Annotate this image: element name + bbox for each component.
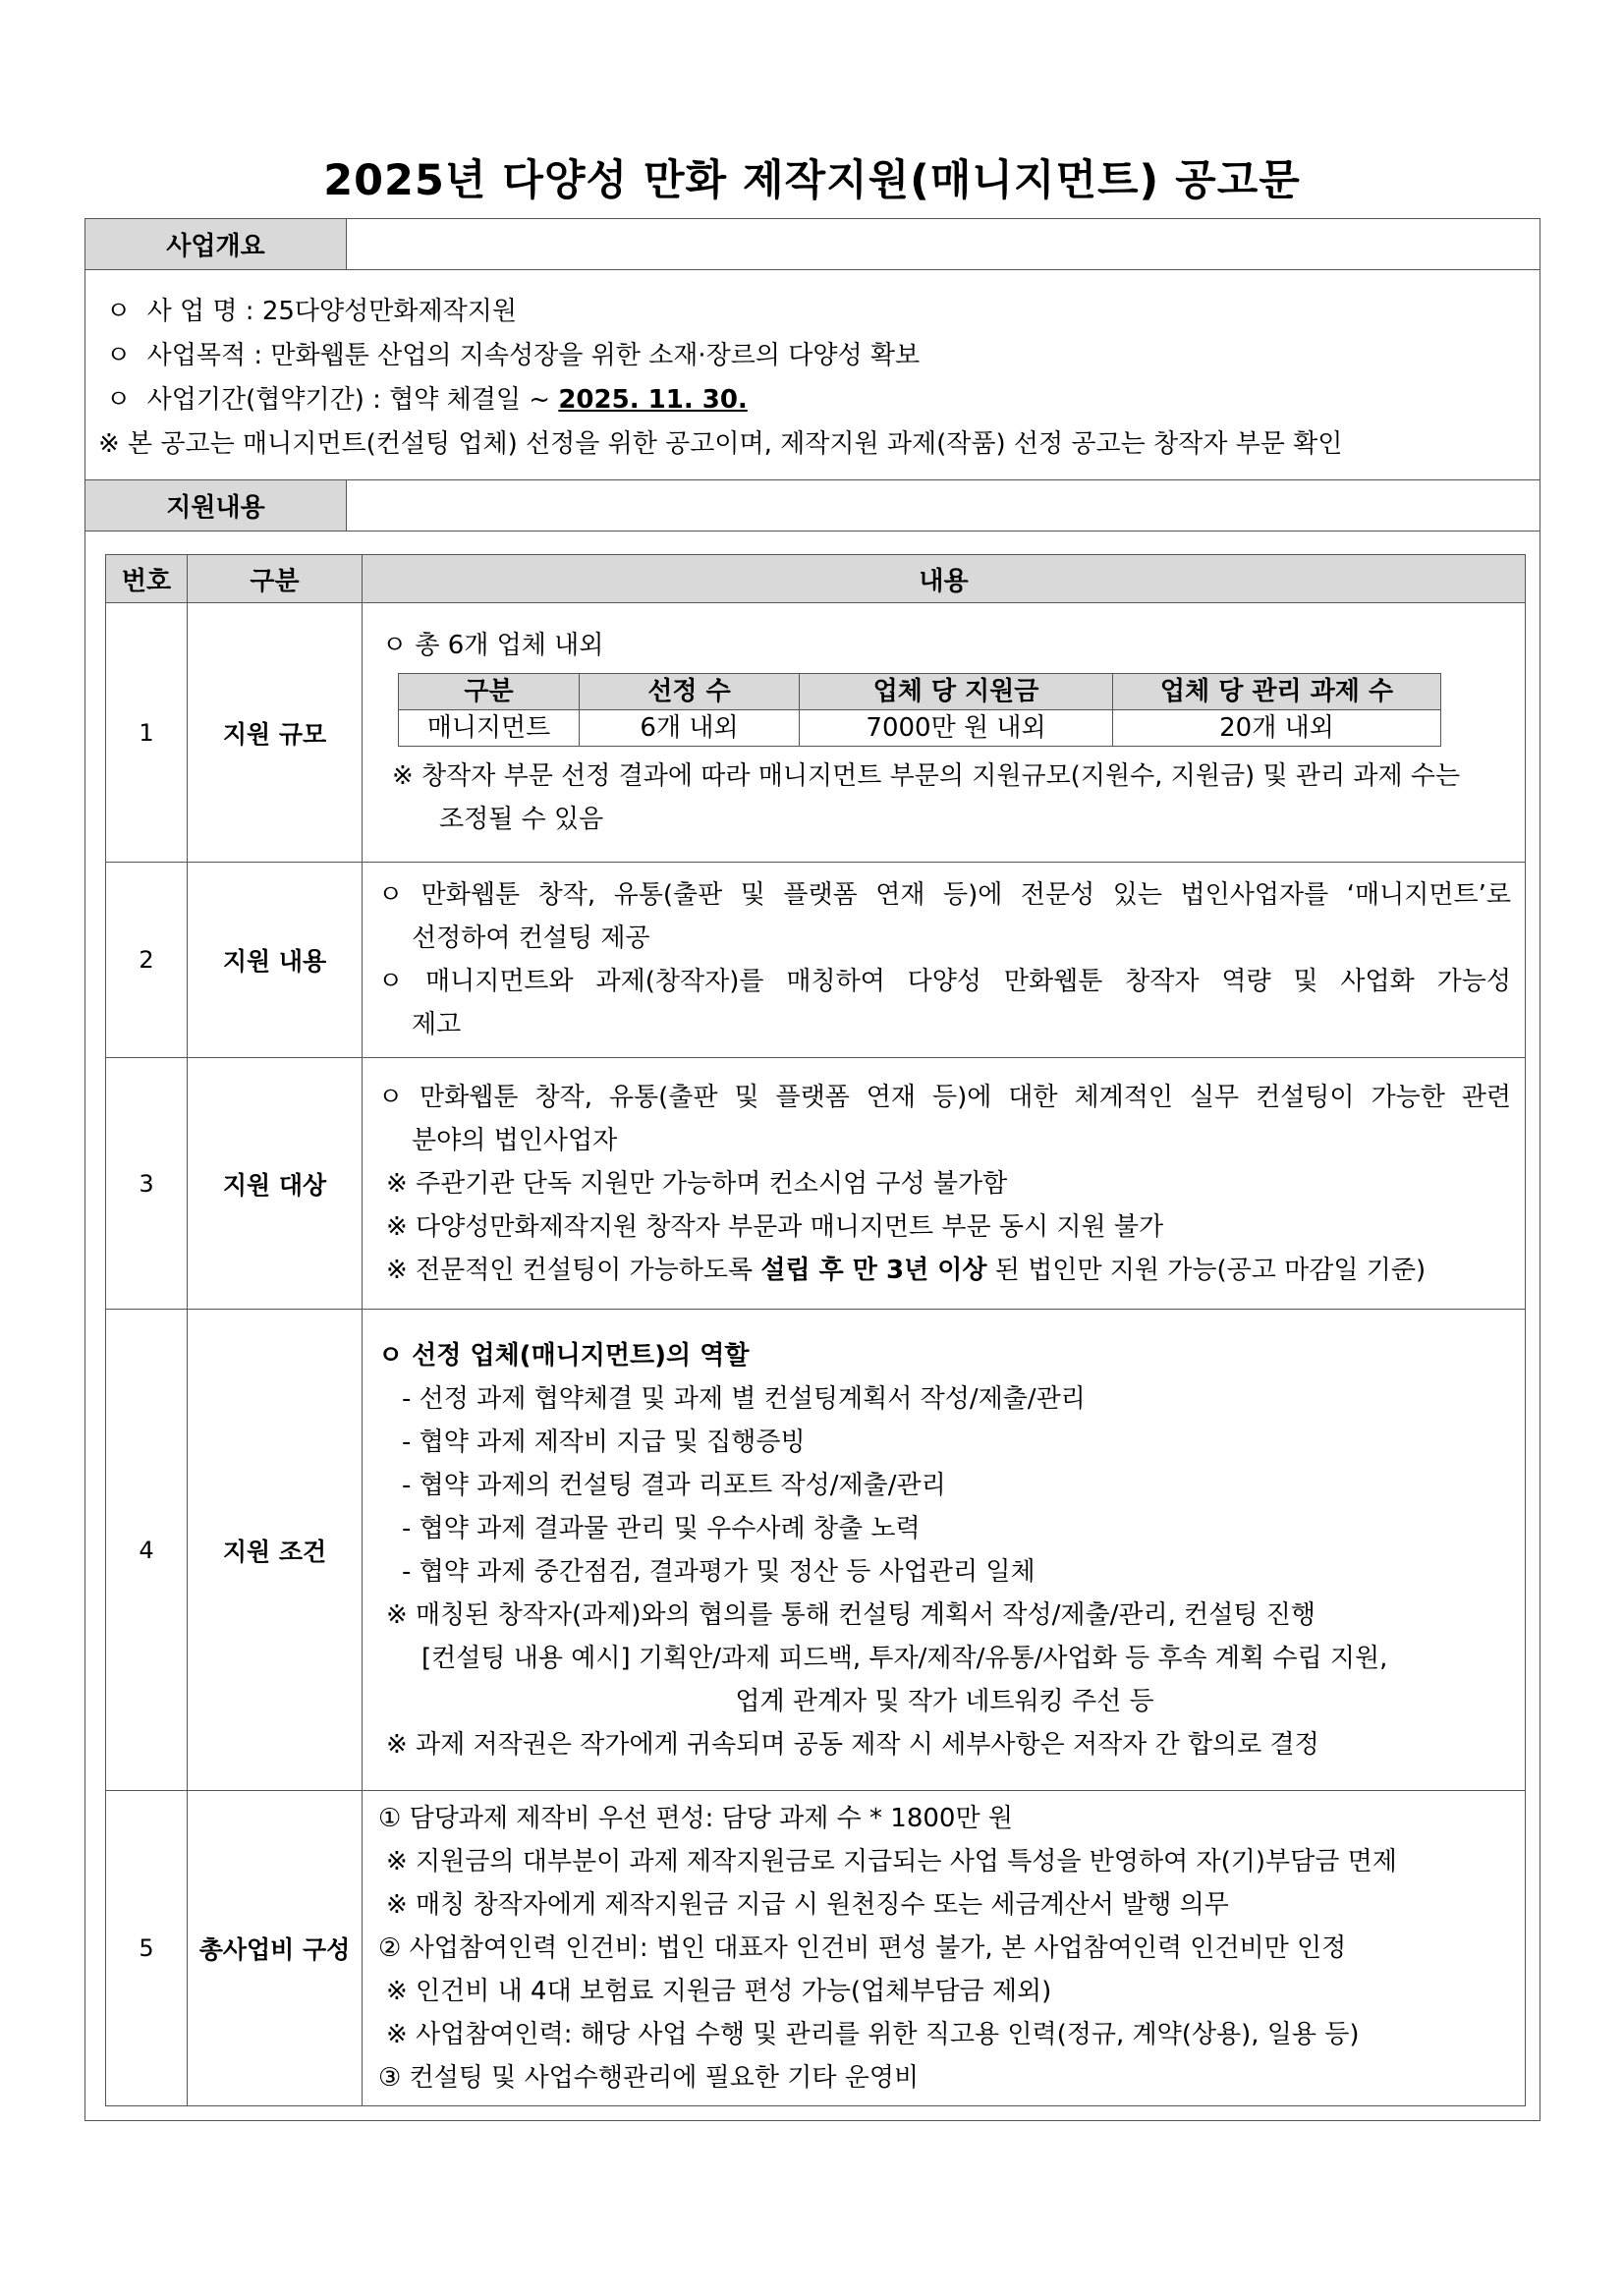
table-row [106, 1310, 1526, 1791]
scale-header: 구분 [399, 674, 580, 710]
content-line: - 협약 과제의 컨설팅 결과 리포트 작성/제출/관리 [402, 1470, 946, 1500]
item-label: 사 업 명 : [146, 297, 262, 326]
scale-cell: 20개 내외 [1113, 710, 1441, 747]
content-text: ※ 전문적인 컨설팅이 가능하도록 [386, 1255, 761, 1285]
row-content [363, 1058, 1526, 1310]
row-number: 5 [106, 1791, 188, 2106]
content-text: 된 법인만 지원 가능(공고 마감일 기준) [986, 1255, 1427, 1285]
row-number: 2 [106, 863, 188, 1058]
row-number: 1 [106, 603, 188, 863]
content-line: 선정하여 컨설팅 제공 [412, 924, 650, 953]
overview-note: ※ 본 공고는 매니지먼트(컨설팅 업체) 선정을 위한 공고이며, 제작지원 과제(작품) 선정 공고는 창작자 부문 확인 [98, 429, 1343, 459]
support-table-header [106, 555, 1526, 603]
row-number: 3 [106, 1058, 188, 1310]
table-row [106, 1791, 1526, 2106]
content-line: ② 사업참여인력 인건비: 법인 대표자 인건비 편성 불가, 본 사업참여인력 인건비만 인정 [378, 1933, 1347, 1963]
bullet: ㅇ [106, 385, 132, 415]
column-header-category: 구분 [188, 555, 363, 603]
row-number: 4 [106, 1310, 188, 1791]
content-line: ㅇ 만화웹툰 창작, 유통(출판 및 플랫폼 연재 등)에 대한 체계적인 실무 컨설팅이 가능한 관련 [378, 1082, 1511, 1112]
scale-header: 선정 수 [580, 674, 800, 710]
item-text: 25다양성만화제작지원 [261, 297, 517, 326]
content-line [378, 1249, 1511, 1292]
scale-cell: 매니지먼트 [399, 710, 580, 747]
scale-header: 업체 당 관리 과제 수 [1113, 674, 1441, 710]
bullet: ㅇ [106, 341, 132, 370]
section-label-overview: 사업개요 [85, 219, 347, 269]
table-row [106, 1058, 1526, 1310]
support-table [105, 554, 1526, 2106]
overview-list [98, 290, 1533, 467]
column-header-number: 번호 [106, 555, 188, 603]
content-line: ※ 창작자 부문 선정 결과에 따라 매니지먼트 부문의 지원규모(지원수, 지원금) 및 관리 과제 수는 [392, 761, 1461, 791]
row-content [363, 863, 1526, 1058]
row-category: 지원 대상 [188, 1058, 363, 1310]
content-line: - 협약 과제 제작비 지급 및 집행증빙 [402, 1427, 806, 1457]
overview-item-purpose [98, 334, 1533, 378]
content-line: ③ 컨설팅 및 사업수행관리에 필요한 기타 운영비 [378, 2063, 920, 2093]
content-line: ㅇ 총 6개 업체 내외 [382, 631, 604, 660]
content-line: ※ 매칭된 창작자(과제)와의 협의를 통해 컨설팅 계획서 작성/제출/관리, 컨설팅 진행 [386, 1599, 1316, 1630]
content-line: [컨설팅 내용 예시] 기획안/과제 피드백, 투자/제작/유통/사업화 등 후속 계획 수립 지원, [421, 1643, 1388, 1673]
content-line: ※ 지원금의 대부분이 과제 제작지원금로 지급되는 사업 특성을 반영하여 자(기)부담금 면제 [386, 1847, 1397, 1876]
content-line: 분야의 법인사업자 [412, 1125, 618, 1155]
content-line: ㅇ 매니지먼트와 과제(창작자)를 매칭하여 다양성 만화웹툰 창작자 역량 및 사업화 가능성 [378, 967, 1511, 996]
scale-table-header [399, 674, 1441, 710]
content-line: - 협약 과제 결과물 관리 및 우수사례 창출 노력 [402, 1513, 921, 1543]
period-end-date: 2025. 11. 30. [558, 385, 748, 415]
row-content [363, 1791, 1526, 2106]
scale-table [398, 673, 1441, 747]
item-text: 협약 체결일 ~ [389, 385, 559, 415]
content-line: 제고 [412, 1010, 462, 1039]
content-line: ※ 사업참여인력: 해당 사업 수행 및 관리를 위한 직고용 인력(정규, 계약(상용), 일용 등) [386, 2020, 1360, 2049]
row-category: 지원 내용 [188, 863, 363, 1058]
row-category: 지원 규모 [188, 603, 363, 863]
table-row [106, 603, 1526, 863]
item-text: 만화웹툰 산업의 지속성장을 위한 소재·장르의 다양성 확보 [270, 341, 921, 370]
row-content [363, 1310, 1526, 1791]
section-header-overview [84, 218, 1540, 270]
section-header-support [84, 479, 1540, 532]
scale-cell: 6개 내외 [580, 710, 800, 747]
item-label: 사업목적 : [146, 341, 271, 370]
table-row [106, 863, 1526, 1058]
page-title: 2025년 다양성 만화 제작지원(매니지먼트) 공고문 [323, 156, 1301, 205]
scale-table-row [399, 710, 1441, 747]
scale-header: 업체 당 지원금 [800, 674, 1113, 710]
row-category: 총사업비 구성 [188, 1791, 363, 2106]
section-label-support: 지원내용 [85, 480, 347, 531]
overview-item-period [98, 378, 1533, 422]
content-line: 조정될 수 있음 [439, 805, 604, 834]
content-line: ※ 과제 저작권은 작가에게 귀속되며 공동 제작 시 세부사항은 저작자 간 합의로 결정 [386, 1729, 1319, 1760]
content-line: ① 담당과제 제작비 우선 편성: 담당 과제 수 * 1800만 원 [378, 1804, 1013, 1833]
content-line: - 선정 과제 협약체결 및 과제 별 컨설팅계획서 작성/제출/관리 [402, 1383, 1086, 1414]
content-line: ※ 주관기관 단독 지원만 가능하며 컨소시엄 구성 불가함 [386, 1168, 1008, 1199]
row-content [363, 603, 1526, 863]
bullet: ㅇ [106, 297, 132, 326]
content-line: ㅇ 만화웹툰 창작, 유통(출판 및 플랫폼 연재 등)에 전문성 있는 법인사업자를 ‘매니지먼트’로 [378, 880, 1511, 910]
overview-item-name [98, 290, 1533, 334]
content-line: ※ 매칭 창작자에게 제작지원금 지급 시 원천징수 또는 세금계산서 발행 의무 [386, 1890, 1229, 1920]
content-line: - 협약 과제 중간점검, 결과평가 및 정산 등 사업관리 일체 [402, 1556, 1036, 1587]
content-line: 업계 관계자 및 작가 네트워킹 주선 등 [735, 1686, 1154, 1716]
scale-cell: 7000만 원 내외 [800, 710, 1113, 747]
column-header-content: 내용 [363, 555, 1526, 603]
content-line: ※ 다양성만화제작지원 창작자 부문과 매니지먼트 부문 동시 지원 불가 [386, 1211, 1164, 1242]
item-label: 사업기간(협약기간) : [146, 385, 390, 415]
content-line: ㅇ 선정 업체(매니지먼트)의 역할 [378, 1340, 750, 1371]
content-line: ※ 인건비 내 4대 보험료 지원금 편성 가능(업체부담금 제외) [386, 1977, 1052, 2006]
row-category: 지원 조건 [188, 1310, 363, 1791]
content-emphasis: 설립 후 만 3년 이상 [760, 1255, 987, 1285]
